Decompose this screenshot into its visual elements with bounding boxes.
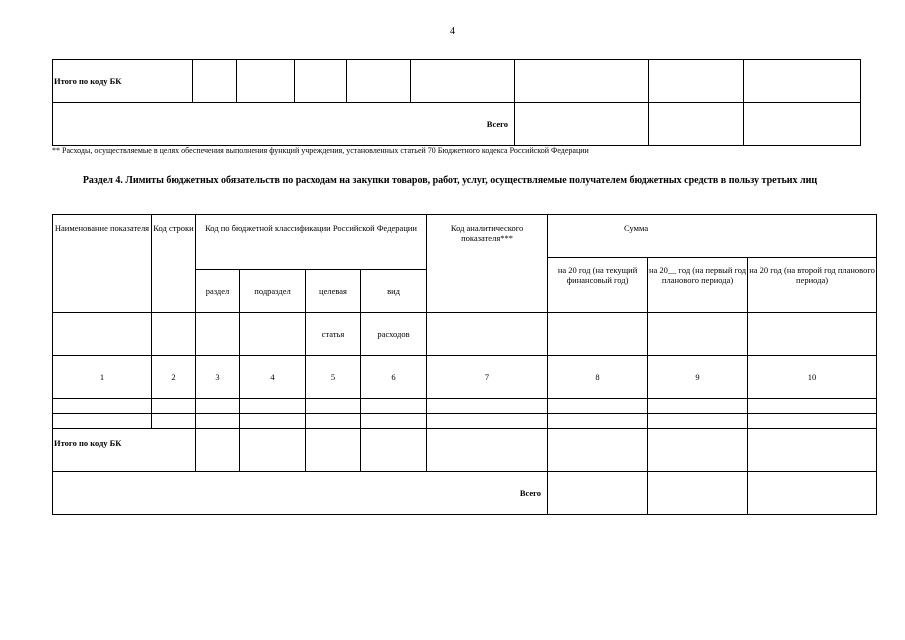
- cell: [748, 472, 877, 515]
- cell: [648, 472, 748, 515]
- cell: [196, 429, 240, 472]
- column-number: 10: [748, 356, 877, 399]
- cell: [515, 103, 649, 146]
- total-bk-label: Итого по коду БК: [53, 60, 193, 103]
- grand-total-label: Всего: [53, 103, 515, 146]
- total-bk-label: Итого по коду БК: [53, 429, 196, 472]
- section-title: Раздел 4. Лимиты бюджетных обязательств по расходам на закупки товаров, работ, услуг, осуществляемые получателем бюджетных средств в пользу третьих лиц: [82, 175, 818, 186]
- cell: [152, 313, 196, 356]
- cell: [427, 313, 548, 356]
- cell: [744, 103, 861, 146]
- column-number: 4: [240, 356, 306, 399]
- cell: [427, 429, 548, 472]
- header-year2: на 20__ год (на первый год планового периода): [648, 258, 748, 313]
- header-podrazdel: подраздел: [240, 270, 306, 313]
- cell: [196, 313, 240, 356]
- header-year3: на 20 год (на второй год планового периода): [748, 258, 877, 313]
- header-row-code: Код строки: [152, 215, 196, 313]
- table-row: [53, 399, 877, 414]
- cell: [193, 60, 237, 103]
- cell: [648, 313, 748, 356]
- column-number: 6: [361, 356, 427, 399]
- column-number: 2: [152, 356, 196, 399]
- cell: [411, 60, 515, 103]
- cell: [548, 313, 648, 356]
- grand-total-label: Всего: [53, 472, 548, 515]
- cell: [649, 103, 744, 146]
- cell: [347, 60, 411, 103]
- column-number: 7: [427, 356, 548, 399]
- cell: [515, 60, 649, 103]
- header-analytic-code: Код аналитического показателя***: [427, 215, 548, 313]
- cell: [240, 313, 306, 356]
- column-number: 5: [306, 356, 361, 399]
- header-sum: Сумма: [548, 215, 877, 258]
- column-number: 3: [196, 356, 240, 399]
- limits-table: [52, 214, 877, 515]
- cell: [748, 429, 877, 472]
- page-number: 4: [450, 26, 455, 37]
- cell: [548, 429, 648, 472]
- header-year1: на 20 год (на текущий финансовый год): [548, 258, 648, 313]
- footnote: ** Расходы, осуществляемые в целях обеспечения выполнения функций учреждения, установленных статьей 70 Бюджетного кодекса Российской Федерации: [52, 146, 589, 155]
- top-summary-table: [52, 59, 861, 146]
- cell: [295, 60, 347, 103]
- column-number: 9: [648, 356, 748, 399]
- cell: [649, 60, 744, 103]
- cell: [361, 429, 427, 472]
- cell: [240, 429, 306, 472]
- cell: [748, 313, 877, 356]
- cell: [237, 60, 295, 103]
- cell: [53, 313, 152, 356]
- header-statya: статья: [306, 313, 361, 356]
- header-razdel: раздел: [196, 270, 240, 313]
- header-celevaya: целевая: [306, 270, 361, 313]
- cell: [744, 60, 861, 103]
- header-rashodov: расходов: [361, 313, 427, 356]
- header-name: Наименование показателя: [53, 215, 152, 313]
- header-bk-code: Код по бюджетной классификации Российской Федерации: [196, 215, 427, 270]
- header-vid: вид: [361, 270, 427, 313]
- cell: [306, 429, 361, 472]
- column-number: 1: [53, 356, 152, 399]
- column-number: 8: [548, 356, 648, 399]
- cell: [548, 472, 648, 515]
- cell: [648, 429, 748, 472]
- table-row: [53, 414, 877, 429]
